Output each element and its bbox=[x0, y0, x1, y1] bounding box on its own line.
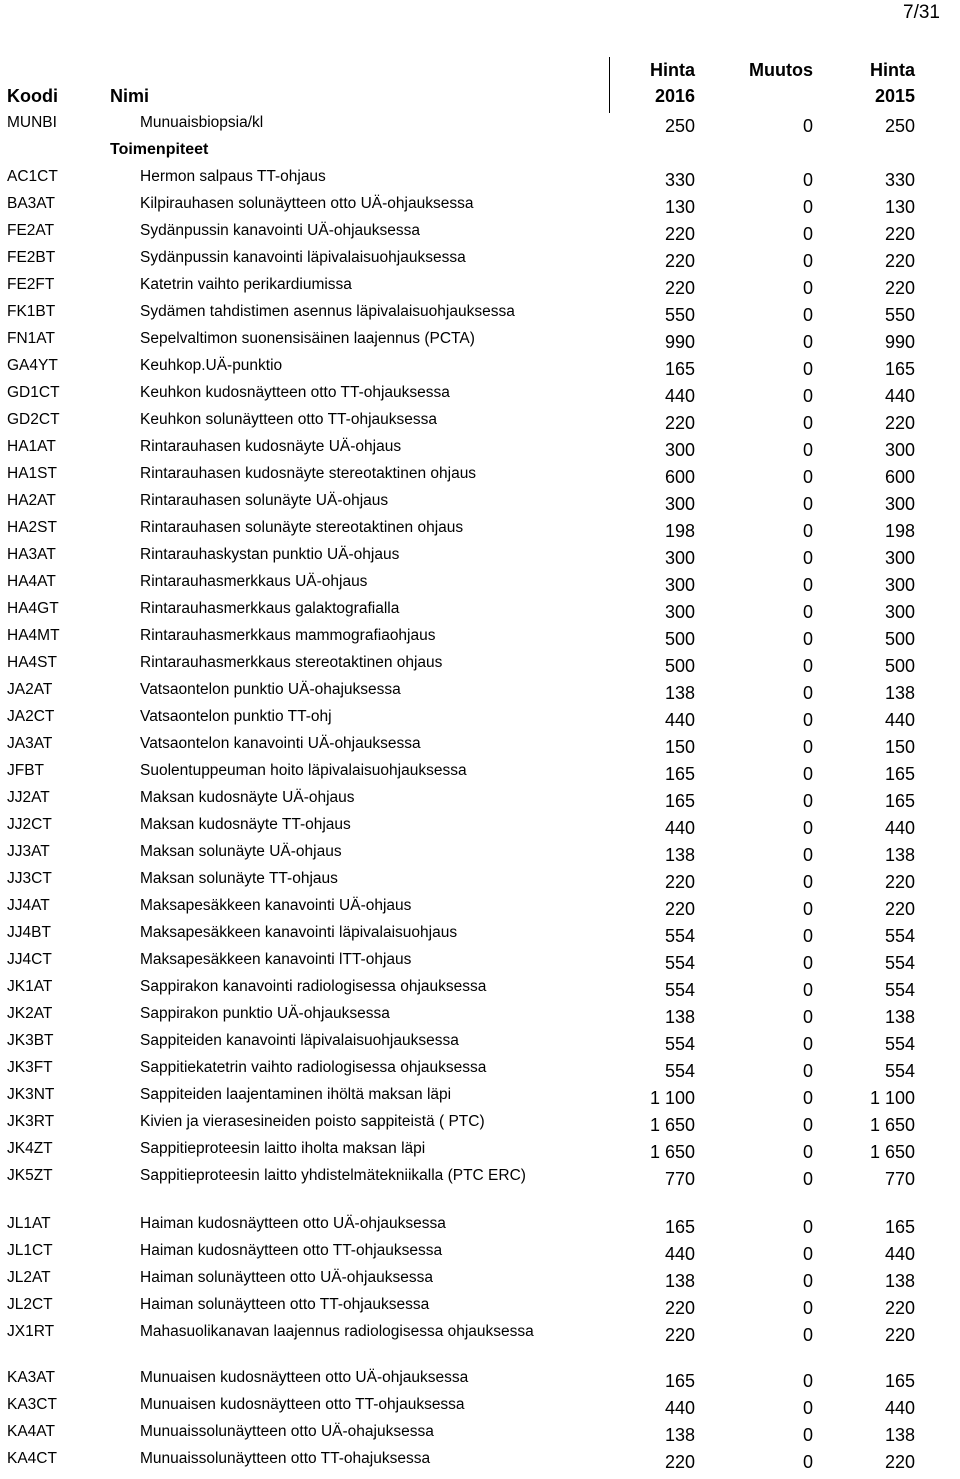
row-price-2016: 165 bbox=[664, 764, 695, 784]
row-name: Suolentuppeuman hoito läpivalaisuohjauksessa bbox=[140, 762, 467, 779]
row-price-2016: 220 bbox=[664, 1325, 695, 1345]
row-code: JJ2CT bbox=[7, 816, 52, 833]
row-price-2016: 554 bbox=[664, 1061, 695, 1081]
row-change: 0 bbox=[802, 818, 813, 838]
row-change: 0 bbox=[802, 1034, 813, 1054]
row-code: JK1AT bbox=[7, 978, 53, 995]
table-row bbox=[0, 357, 960, 383]
row-name: Rintarauhasen kudosnäyte stereotaktinen ohjaus bbox=[140, 465, 477, 482]
row-code: KA3CT bbox=[7, 1396, 57, 1413]
row-price-2016: 220 bbox=[664, 1452, 695, 1472]
row-change: 0 bbox=[802, 224, 813, 244]
row-price-2015: 138 bbox=[884, 1007, 915, 1027]
table-row bbox=[0, 276, 960, 302]
row-change: 0 bbox=[802, 1298, 813, 1318]
row-change: 0 bbox=[802, 1371, 813, 1391]
row-code: FE2BT bbox=[7, 249, 56, 266]
table-row bbox=[0, 384, 960, 410]
row-price-2016: 500 bbox=[664, 629, 695, 649]
table-row bbox=[0, 870, 960, 896]
row-code: JK3NT bbox=[7, 1086, 55, 1103]
row-code: JK2AT bbox=[7, 1005, 53, 1022]
row-price-2016: 440 bbox=[664, 1398, 695, 1418]
row-name: Kivien ja vierasesineiden poisto sappiteistä ( PTC) bbox=[140, 1113, 485, 1130]
row-price-2015: 220 bbox=[884, 224, 915, 244]
table-row bbox=[0, 951, 960, 977]
row-price-2016: 440 bbox=[664, 386, 695, 406]
row-price-2016: 130 bbox=[664, 197, 695, 217]
row-price-2015: 138 bbox=[884, 845, 915, 865]
table-row bbox=[0, 1269, 960, 1295]
table-row bbox=[0, 411, 960, 437]
row-change: 0 bbox=[802, 575, 813, 595]
row-change: 0 bbox=[802, 1115, 813, 1135]
row-name: Haiman solunäytteen otto UÄ-ohjauksessa bbox=[140, 1269, 433, 1286]
row-price-2016: 554 bbox=[664, 926, 695, 946]
row-change: 0 bbox=[802, 980, 813, 1000]
row-change: 0 bbox=[802, 467, 813, 487]
row-change: 0 bbox=[802, 872, 813, 892]
row-change: 0 bbox=[802, 386, 813, 406]
row-change: 0 bbox=[802, 1425, 813, 1445]
row-price-2015: 554 bbox=[884, 953, 915, 973]
row-price-2015: 554 bbox=[884, 980, 915, 1000]
row-change: 0 bbox=[802, 197, 813, 217]
row-price-2015: 500 bbox=[884, 656, 915, 676]
table-row bbox=[0, 924, 960, 950]
row-code: JK4ZT bbox=[7, 1140, 53, 1157]
row-code: JK5ZT bbox=[7, 1167, 53, 1184]
table-row bbox=[0, 573, 960, 599]
table-row bbox=[0, 1059, 960, 1085]
row-change: 0 bbox=[802, 899, 813, 919]
row-name: Munuaissolunäytteen otto TT-ohajuksessa bbox=[140, 1450, 431, 1467]
header-nimi: Nimi bbox=[110, 86, 150, 106]
row-change: 0 bbox=[802, 1452, 813, 1472]
table-row bbox=[0, 1423, 960, 1449]
row-change: 0 bbox=[802, 926, 813, 946]
row-name: Maksapesäkkeen kanavointi läpivalaisuohjaus bbox=[140, 924, 458, 941]
row-change: 0 bbox=[802, 278, 813, 298]
row-change: 0 bbox=[802, 1088, 813, 1108]
row-change: 0 bbox=[802, 170, 813, 190]
row-code: JX1RT bbox=[7, 1323, 55, 1340]
table-row bbox=[0, 789, 960, 815]
row-price-2016: 600 bbox=[664, 467, 695, 487]
table-row bbox=[0, 978, 960, 1004]
row-price-2016: 165 bbox=[664, 359, 695, 379]
row-price-2015: 220 bbox=[884, 251, 915, 271]
row-price-2015: 300 bbox=[884, 575, 915, 595]
row-code: JL1CT bbox=[7, 1242, 53, 1259]
row-code: GD2CT bbox=[7, 411, 60, 428]
row-price-2016: 440 bbox=[664, 818, 695, 838]
row-change: 0 bbox=[802, 1142, 813, 1162]
row-price-2015: 220 bbox=[884, 1452, 915, 1472]
table-row bbox=[0, 1215, 960, 1241]
row-price-2015: 300 bbox=[884, 548, 915, 568]
row-name: Rintarauhaskystan punktio UÄ-ohjaus bbox=[140, 546, 400, 563]
row-price-2015: 300 bbox=[884, 440, 915, 460]
table-row bbox=[0, 735, 960, 761]
row-change: 0 bbox=[802, 305, 813, 325]
row-name: Katetrin vaihto perikardiumissa bbox=[140, 276, 352, 293]
row-code: JL2AT bbox=[7, 1269, 51, 1286]
row-name: Sydänpussin kanavointi UÄ-ohjauksessa bbox=[140, 222, 421, 239]
row-price-2015: 770 bbox=[884, 1169, 915, 1189]
row-code: JK3RT bbox=[7, 1113, 55, 1130]
row-name: Munuaisbiopsia/kl bbox=[140, 114, 264, 131]
row-price-2016: 770 bbox=[664, 1169, 695, 1189]
row-price-2016: 220 bbox=[664, 224, 695, 244]
row-change: 0 bbox=[802, 548, 813, 568]
row-price-2016: 1 100 bbox=[649, 1088, 695, 1108]
row-name: Sappirakon punktio UÄ-ohjauksessa bbox=[140, 1005, 390, 1022]
row-price-2015: 440 bbox=[884, 710, 915, 730]
row-price-2015: 165 bbox=[884, 359, 915, 379]
table-row bbox=[0, 546, 960, 572]
row-name: Maksan kudosnäyte TT-ohjaus bbox=[140, 816, 351, 833]
row-code: FE2AT bbox=[7, 222, 55, 239]
header-divider bbox=[609, 57, 610, 113]
row-change: 0 bbox=[802, 1325, 813, 1345]
row-price-2015: 165 bbox=[884, 791, 915, 811]
row-change: 0 bbox=[802, 521, 813, 541]
header-hinta-2015-label: Hinta bbox=[870, 60, 915, 80]
row-code: GD1CT bbox=[7, 384, 60, 401]
row-price-2016: 554 bbox=[664, 980, 695, 1000]
row-code: FE2FT bbox=[7, 276, 55, 293]
row-price-2015: 554 bbox=[884, 926, 915, 946]
row-name: Munuaissolunäytteen otto UÄ-ohajuksessa bbox=[140, 1423, 434, 1440]
row-price-2016: 300 bbox=[664, 440, 695, 460]
row-change: 0 bbox=[802, 440, 813, 460]
row-price-2015: 1 650 bbox=[869, 1115, 915, 1135]
row-name: Sappitieproteesin laitto iholta maksan läpi bbox=[140, 1140, 426, 1157]
row-change: 0 bbox=[802, 359, 813, 379]
row-price-2016: 220 bbox=[664, 899, 695, 919]
row-price-2015: 220 bbox=[884, 1298, 915, 1318]
row-price-2015: 554 bbox=[884, 1061, 915, 1081]
row-price-2015: 198 bbox=[884, 521, 915, 541]
table-row bbox=[0, 816, 960, 842]
row-price-2015: 300 bbox=[884, 494, 915, 514]
table-row bbox=[0, 654, 960, 680]
table-row bbox=[0, 222, 960, 248]
row-price-2015: 440 bbox=[884, 1398, 915, 1418]
header-hinta-2016-label: Hinta bbox=[650, 60, 695, 80]
table-row bbox=[0, 1005, 960, 1031]
row-price-2016: 138 bbox=[664, 1425, 695, 1445]
row-price-2015: 165 bbox=[884, 1371, 915, 1391]
row-change: 0 bbox=[802, 683, 813, 703]
row-price-2015: 220 bbox=[884, 899, 915, 919]
row-price-2016: 220 bbox=[664, 872, 695, 892]
row-price-2016: 440 bbox=[664, 1244, 695, 1264]
row-code: KA3AT bbox=[7, 1369, 55, 1386]
row-code: FN1AT bbox=[7, 330, 55, 347]
row-change: 0 bbox=[802, 332, 813, 352]
row-name: Sepelvaltimon suonensisäinen laajennus (PCTA) bbox=[140, 330, 475, 347]
row-price-2015: 440 bbox=[884, 1244, 915, 1264]
row-name: Rintarauhasen solunäyte UÄ-ohjaus bbox=[140, 492, 389, 509]
row-code: JJ3AT bbox=[7, 843, 50, 860]
row-name: Maksan solunäyte UÄ-ohjaus bbox=[140, 843, 342, 860]
row-code: HA1AT bbox=[7, 438, 56, 455]
row-name: Maksapesäkkeen kanavointi lTT-ohjaus bbox=[140, 951, 412, 968]
row-price-2015: 150 bbox=[884, 737, 915, 757]
row-price-2016: 220 bbox=[664, 278, 695, 298]
row-code: JFBT bbox=[7, 762, 45, 779]
row-name: Sappiteiden kanavointi läpivalaisuohjauksessa bbox=[140, 1032, 459, 1049]
table-row bbox=[0, 1323, 960, 1349]
table-row bbox=[0, 897, 960, 923]
table-row bbox=[0, 627, 960, 653]
header-koodi: Koodi bbox=[7, 86, 58, 106]
row-name: Rintarauhasmerkkaus stereotaktinen ohjaus bbox=[140, 654, 443, 671]
row-price-2016: 1 650 bbox=[649, 1115, 695, 1135]
table-row bbox=[0, 843, 960, 869]
row-price-2016: 220 bbox=[664, 413, 695, 433]
table-row bbox=[0, 438, 960, 464]
row-price-2016: 500 bbox=[664, 656, 695, 676]
table-row bbox=[0, 1242, 960, 1268]
row-price-2015: 550 bbox=[884, 305, 915, 325]
row-name: Kilpirauhasen solunäytteen otto UÄ-ohjauksessa bbox=[140, 195, 474, 212]
row-name: Rintarauhasen kudosnäyte UÄ-ohjaus bbox=[140, 438, 402, 455]
row-price-2015: 554 bbox=[884, 1034, 915, 1054]
row-price-2016: 220 bbox=[664, 1298, 695, 1318]
row-name: Rintarauhasmerkkaus galaktografialla bbox=[140, 600, 400, 617]
row-name: Haiman kudosnäytteen otto UÄ-ohjauksessa bbox=[140, 1215, 446, 1232]
table-row bbox=[0, 1167, 960, 1193]
row-code: MUNBI bbox=[7, 114, 57, 131]
row-name: Keuhkon solunäytteen otto TT-ohjauksessa bbox=[140, 411, 437, 428]
row-price-2015: 1 100 bbox=[869, 1088, 915, 1108]
row-name: Rintarauhasmerkkaus UÄ-ohjaus bbox=[140, 573, 368, 590]
row-price-2016: 138 bbox=[664, 683, 695, 703]
row-name: Haiman kudosnäytteen otto TT-ohjauksessa bbox=[140, 1242, 443, 1259]
row-price-2016: 1 650 bbox=[649, 1142, 695, 1162]
table-row bbox=[0, 600, 960, 626]
row-name: Munuaisen kudosnäytteen otto UÄ-ohjauksessa bbox=[140, 1369, 469, 1386]
row-code: HA4AT bbox=[7, 573, 56, 590]
row-price-2016: 440 bbox=[664, 710, 695, 730]
row-name: Rintarauhasen solunäyte stereotaktinen ohjaus bbox=[140, 519, 464, 536]
row-price-2015: 330 bbox=[884, 170, 915, 190]
table-row bbox=[0, 519, 960, 545]
table-row bbox=[0, 465, 960, 491]
row-change: 0 bbox=[802, 764, 813, 784]
row-price-2015: 138 bbox=[884, 1271, 915, 1291]
row-name: Vatsaontelon punktio TT-ohj bbox=[140, 708, 332, 725]
row-price-2016: 300 bbox=[664, 494, 695, 514]
table-row bbox=[0, 1396, 960, 1422]
row-change: 0 bbox=[802, 1217, 813, 1237]
header-muutos: Muutos bbox=[749, 60, 813, 80]
row-change: 0 bbox=[802, 629, 813, 649]
row-price-2016: 330 bbox=[664, 170, 695, 190]
row-code: JL2CT bbox=[7, 1296, 53, 1313]
row-price-2015: 220 bbox=[884, 1325, 915, 1345]
row-price-2015: 440 bbox=[884, 818, 915, 838]
page-number: 7/31 bbox=[903, 2, 940, 23]
header-year-2015: 2015 bbox=[874, 86, 915, 106]
section-toimenpiteet: Toimenpiteet bbox=[110, 141, 209, 158]
row-price-2016: 220 bbox=[664, 251, 695, 271]
row-price-2015: 220 bbox=[884, 413, 915, 433]
row-price-2016: 300 bbox=[664, 548, 695, 568]
row-price-2016: 165 bbox=[664, 1217, 695, 1237]
table-row bbox=[0, 1032, 960, 1058]
table-row bbox=[0, 1086, 960, 1112]
row-code: KA4AT bbox=[7, 1423, 55, 1440]
table-row bbox=[0, 681, 960, 707]
row-price-2015: 300 bbox=[884, 602, 915, 622]
row-name: Mahasuolikanavan laajennus radiologisessa ohjauksessa bbox=[140, 1323, 534, 1340]
table-row bbox=[0, 114, 960, 140]
row-price-2015: 130 bbox=[884, 197, 915, 217]
row-price-2016: 150 bbox=[664, 737, 695, 757]
row-name: Maksapesäkkeen kanavointi UÄ-ohjaus bbox=[140, 897, 412, 914]
row-code: KA4CT bbox=[7, 1450, 57, 1467]
row-name: Sappiteiden laajentaminen ihöltä maksan läpi bbox=[140, 1086, 452, 1103]
row-change: 0 bbox=[802, 1007, 813, 1027]
row-price-2015: 220 bbox=[884, 278, 915, 298]
row-change: 0 bbox=[802, 737, 813, 757]
row-price-2015: 138 bbox=[884, 1425, 915, 1445]
row-code: FK1BT bbox=[7, 303, 56, 320]
row-price-2015: 990 bbox=[884, 332, 915, 352]
row-name: Sydämen tahdistimen asennus läpivalaisuohjauksessa bbox=[140, 303, 515, 320]
row-price-2016: 138 bbox=[664, 1007, 695, 1027]
row-code: HA2AT bbox=[7, 492, 56, 509]
row-code: HA4GT bbox=[7, 600, 59, 617]
row-code: JA2AT bbox=[7, 681, 53, 698]
row-code: JA3AT bbox=[7, 735, 53, 752]
row-code: AC1CT bbox=[7, 168, 58, 185]
table-row bbox=[0, 195, 960, 221]
row-price-2016: 165 bbox=[664, 1371, 695, 1391]
row-price-2016: 554 bbox=[664, 953, 695, 973]
row-price-2015: 220 bbox=[884, 872, 915, 892]
row-name: Maksan kudosnäyte UÄ-ohjaus bbox=[140, 789, 355, 806]
row-price-2016: 990 bbox=[664, 332, 695, 352]
row-change: 0 bbox=[802, 845, 813, 865]
row-change: 0 bbox=[802, 710, 813, 730]
row-code: HA4ST bbox=[7, 654, 57, 671]
row-name: Munuaisen kudosnäytteen otto TT-ohjauksessa bbox=[140, 1396, 465, 1413]
row-name: Vatsaontelon kanavointi UÄ-ohjauksessa bbox=[140, 735, 421, 752]
row-code: JK3FT bbox=[7, 1059, 53, 1076]
row-code: GA4YT bbox=[7, 357, 58, 374]
row-price-2016: 300 bbox=[664, 575, 695, 595]
row-change: 0 bbox=[802, 656, 813, 676]
row-change: 0 bbox=[802, 602, 813, 622]
table-row bbox=[0, 1296, 960, 1322]
row-code: HA4MT bbox=[7, 627, 60, 644]
row-change: 0 bbox=[802, 1169, 813, 1189]
row-change: 0 bbox=[802, 413, 813, 433]
row-code: JJ4BT bbox=[7, 924, 51, 941]
row-code: JK3BT bbox=[7, 1032, 54, 1049]
row-price-2016: 138 bbox=[664, 1271, 695, 1291]
row-price-2015: 1 650 bbox=[869, 1142, 915, 1162]
row-name: Keuhkop.UÄ-punktio bbox=[140, 357, 283, 374]
row-change: 0 bbox=[802, 1244, 813, 1264]
row-code: JL1AT bbox=[7, 1215, 51, 1232]
row-change: 0 bbox=[802, 494, 813, 514]
row-name: Vatsaontelon punktio UÄ-ohajuksessa bbox=[140, 681, 401, 698]
table-row bbox=[0, 249, 960, 275]
row-code: JJ4AT bbox=[7, 897, 50, 914]
row-price-2016: 554 bbox=[664, 1034, 695, 1054]
row-name: Sappitiekatetrin vaihto radiologisessa ohjauksessa bbox=[140, 1059, 487, 1076]
row-price-2015: 600 bbox=[884, 467, 915, 487]
table-row bbox=[0, 762, 960, 788]
row-code: HA1ST bbox=[7, 465, 57, 482]
row-price-2016: 138 bbox=[664, 845, 695, 865]
row-price-2015: 138 bbox=[884, 683, 915, 703]
row-code: HA3AT bbox=[7, 546, 56, 563]
row-name: Rintarauhasmerkkaus mammografiaohjaus bbox=[140, 627, 436, 644]
row-code: JA2CT bbox=[7, 708, 55, 725]
row-change: 0 bbox=[802, 116, 813, 136]
row-code: JJ2AT bbox=[7, 789, 50, 806]
row-price-2016: 165 bbox=[664, 791, 695, 811]
table-row bbox=[0, 708, 960, 734]
row-price-2015: 440 bbox=[884, 386, 915, 406]
row-name: Maksan solunäyte TT-ohjaus bbox=[140, 870, 338, 887]
row-name: Sappitieproteesin laitto yhdistelmätekniikalla (PTC ERC) bbox=[140, 1167, 526, 1184]
row-price-2016: 250 bbox=[664, 116, 695, 136]
row-name: Sappirakon kanavointi radiologisessa ohjauksessa bbox=[140, 978, 487, 995]
table-row bbox=[0, 1450, 960, 1476]
row-code: JJ4CT bbox=[7, 951, 52, 968]
row-price-2015: 500 bbox=[884, 629, 915, 649]
row-name: Haiman solunäytteen otto TT-ohjauksessa bbox=[140, 1296, 430, 1313]
row-price-2016: 198 bbox=[664, 521, 695, 541]
row-code: HA2ST bbox=[7, 519, 57, 536]
header-year-2016: 2016 bbox=[654, 86, 695, 106]
row-code: BA3AT bbox=[7, 195, 55, 212]
row-price-2015: 250 bbox=[884, 116, 915, 136]
table-row bbox=[0, 1140, 960, 1166]
row-name: Keuhkon kudosnäytteen otto TT-ohjauksessa bbox=[140, 384, 450, 401]
row-change: 0 bbox=[802, 1398, 813, 1418]
row-change: 0 bbox=[802, 953, 813, 973]
table-row bbox=[0, 1369, 960, 1395]
row-name: Sydänpussin kanavointi läpivalaisuohjauksessa bbox=[140, 249, 466, 266]
table-row bbox=[0, 330, 960, 356]
row-change: 0 bbox=[802, 251, 813, 271]
row-code: JJ3CT bbox=[7, 870, 52, 887]
row-price-2016: 550 bbox=[664, 305, 695, 325]
row-price-2016: 300 bbox=[664, 602, 695, 622]
table-row bbox=[0, 492, 960, 518]
row-change: 0 bbox=[802, 1061, 813, 1081]
row-change: 0 bbox=[802, 791, 813, 811]
row-name: Hermon salpaus TT-ohjaus bbox=[140, 168, 326, 185]
table-row bbox=[0, 1113, 960, 1139]
row-price-2015: 165 bbox=[884, 764, 915, 784]
row-change: 0 bbox=[802, 1271, 813, 1291]
table-row bbox=[0, 303, 960, 329]
table-row bbox=[0, 168, 960, 194]
row-price-2015: 165 bbox=[884, 1217, 915, 1237]
